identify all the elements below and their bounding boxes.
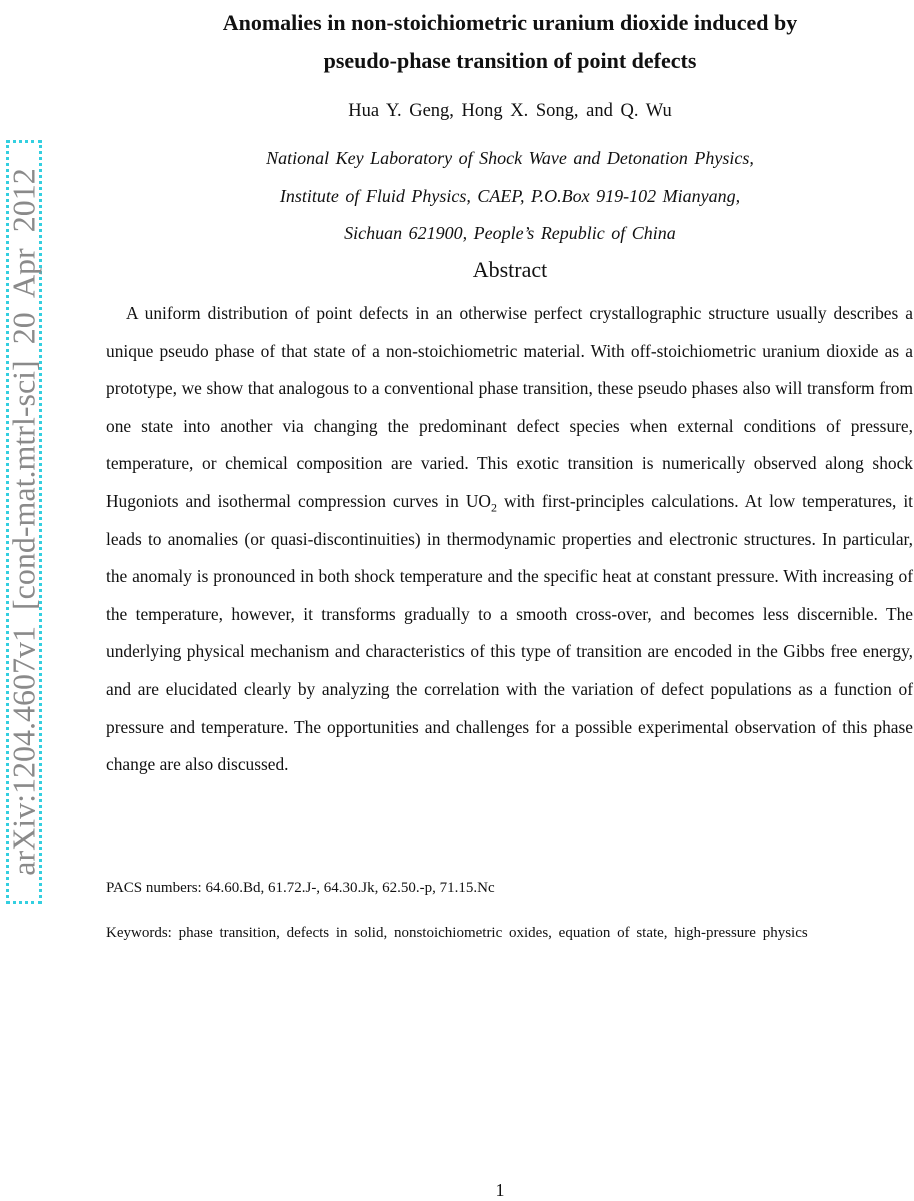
- affiliation-line-3: Sichuan 621900, People’s Republic of China: [344, 223, 676, 243]
- abstract-text-part-1: A uniform distribution of point defects in an otherwise perfect crystallographic structure usually describes a unique pseudo phase of that state of a non-stoichiometric material. With off-stoichiometric uranium dioxide as a prototype, we show that analogous to a conventional phase transition, these pseudo phases also will transform from one state into another via changing the predominant defect species when external conditions of pressure, temperature, or chemical composition are varied. This exotic transition is numerically observed along shock Hugoniots and isothermal compression curves in UO: [106, 303, 913, 511]
- affiliation-line-2: Institute of Fluid Physics, CAEP, P.O.Box 919-102 Mianyang,: [279, 185, 741, 206]
- keywords: Keywords: phase transition, defects in solid, nonstoichiometric oxides, equation of state, high-pressure physics: [106, 925, 808, 941]
- abstract-heading: Abstract: [472, 257, 548, 282]
- affiliation: [110, 140, 910, 253]
- title-line-2: pseudo-phase transition of point defects: [323, 48, 697, 73]
- pacs-numbers: PACS numbers: 64.60.Bd, 61.72.J-, 64.30.Jk, 62.50.-p, 71.15.Nc: [106, 880, 495, 896]
- affiliation-line-1: National Key Laboratory of Shock Wave and Detonation Physics,: [266, 148, 754, 168]
- page-number: 1: [495, 1180, 505, 1200]
- title-line-1: Anomalies in non-stoichiometric uranium dioxide induced by: [222, 10, 798, 35]
- arxiv-identifier: arXiv:1204.4607v1 [cond-mat.mtrl-sci] 20 Apr 2012: [5, 168, 42, 876]
- paper-title: [110, 0, 910, 80]
- abstract-text-part-2: with first-principles calculations. At low temperatures, it leads to anomalies (or quasi-discontinuities) in thermodynamic properties and electronic structures. In particular, the anomaly is pronounced in both shock temperature and the specific heat at constant pressure. With increasing of the temperature, however, it transforms gradually to a smooth cross-over, and becomes less discernible. The underlying physical mechanism and characteristics of this type of transition are encoded in the Gibbs free energy, and are elucidated clearly by analyzing the correlation with the variation of defect populations as a function of pressure and temperature. The opportunities and challenges for a possible experimental observation of this phase change are also discussed.: [106, 490, 913, 775]
- arxiv-stamp: [6, 140, 42, 904]
- abstract-subscript: 2: [490, 500, 497, 515]
- abstract-body: [106, 295, 913, 784]
- authors: Hua Y. Geng, Hong X. Song, and Q. Wu: [348, 101, 672, 121]
